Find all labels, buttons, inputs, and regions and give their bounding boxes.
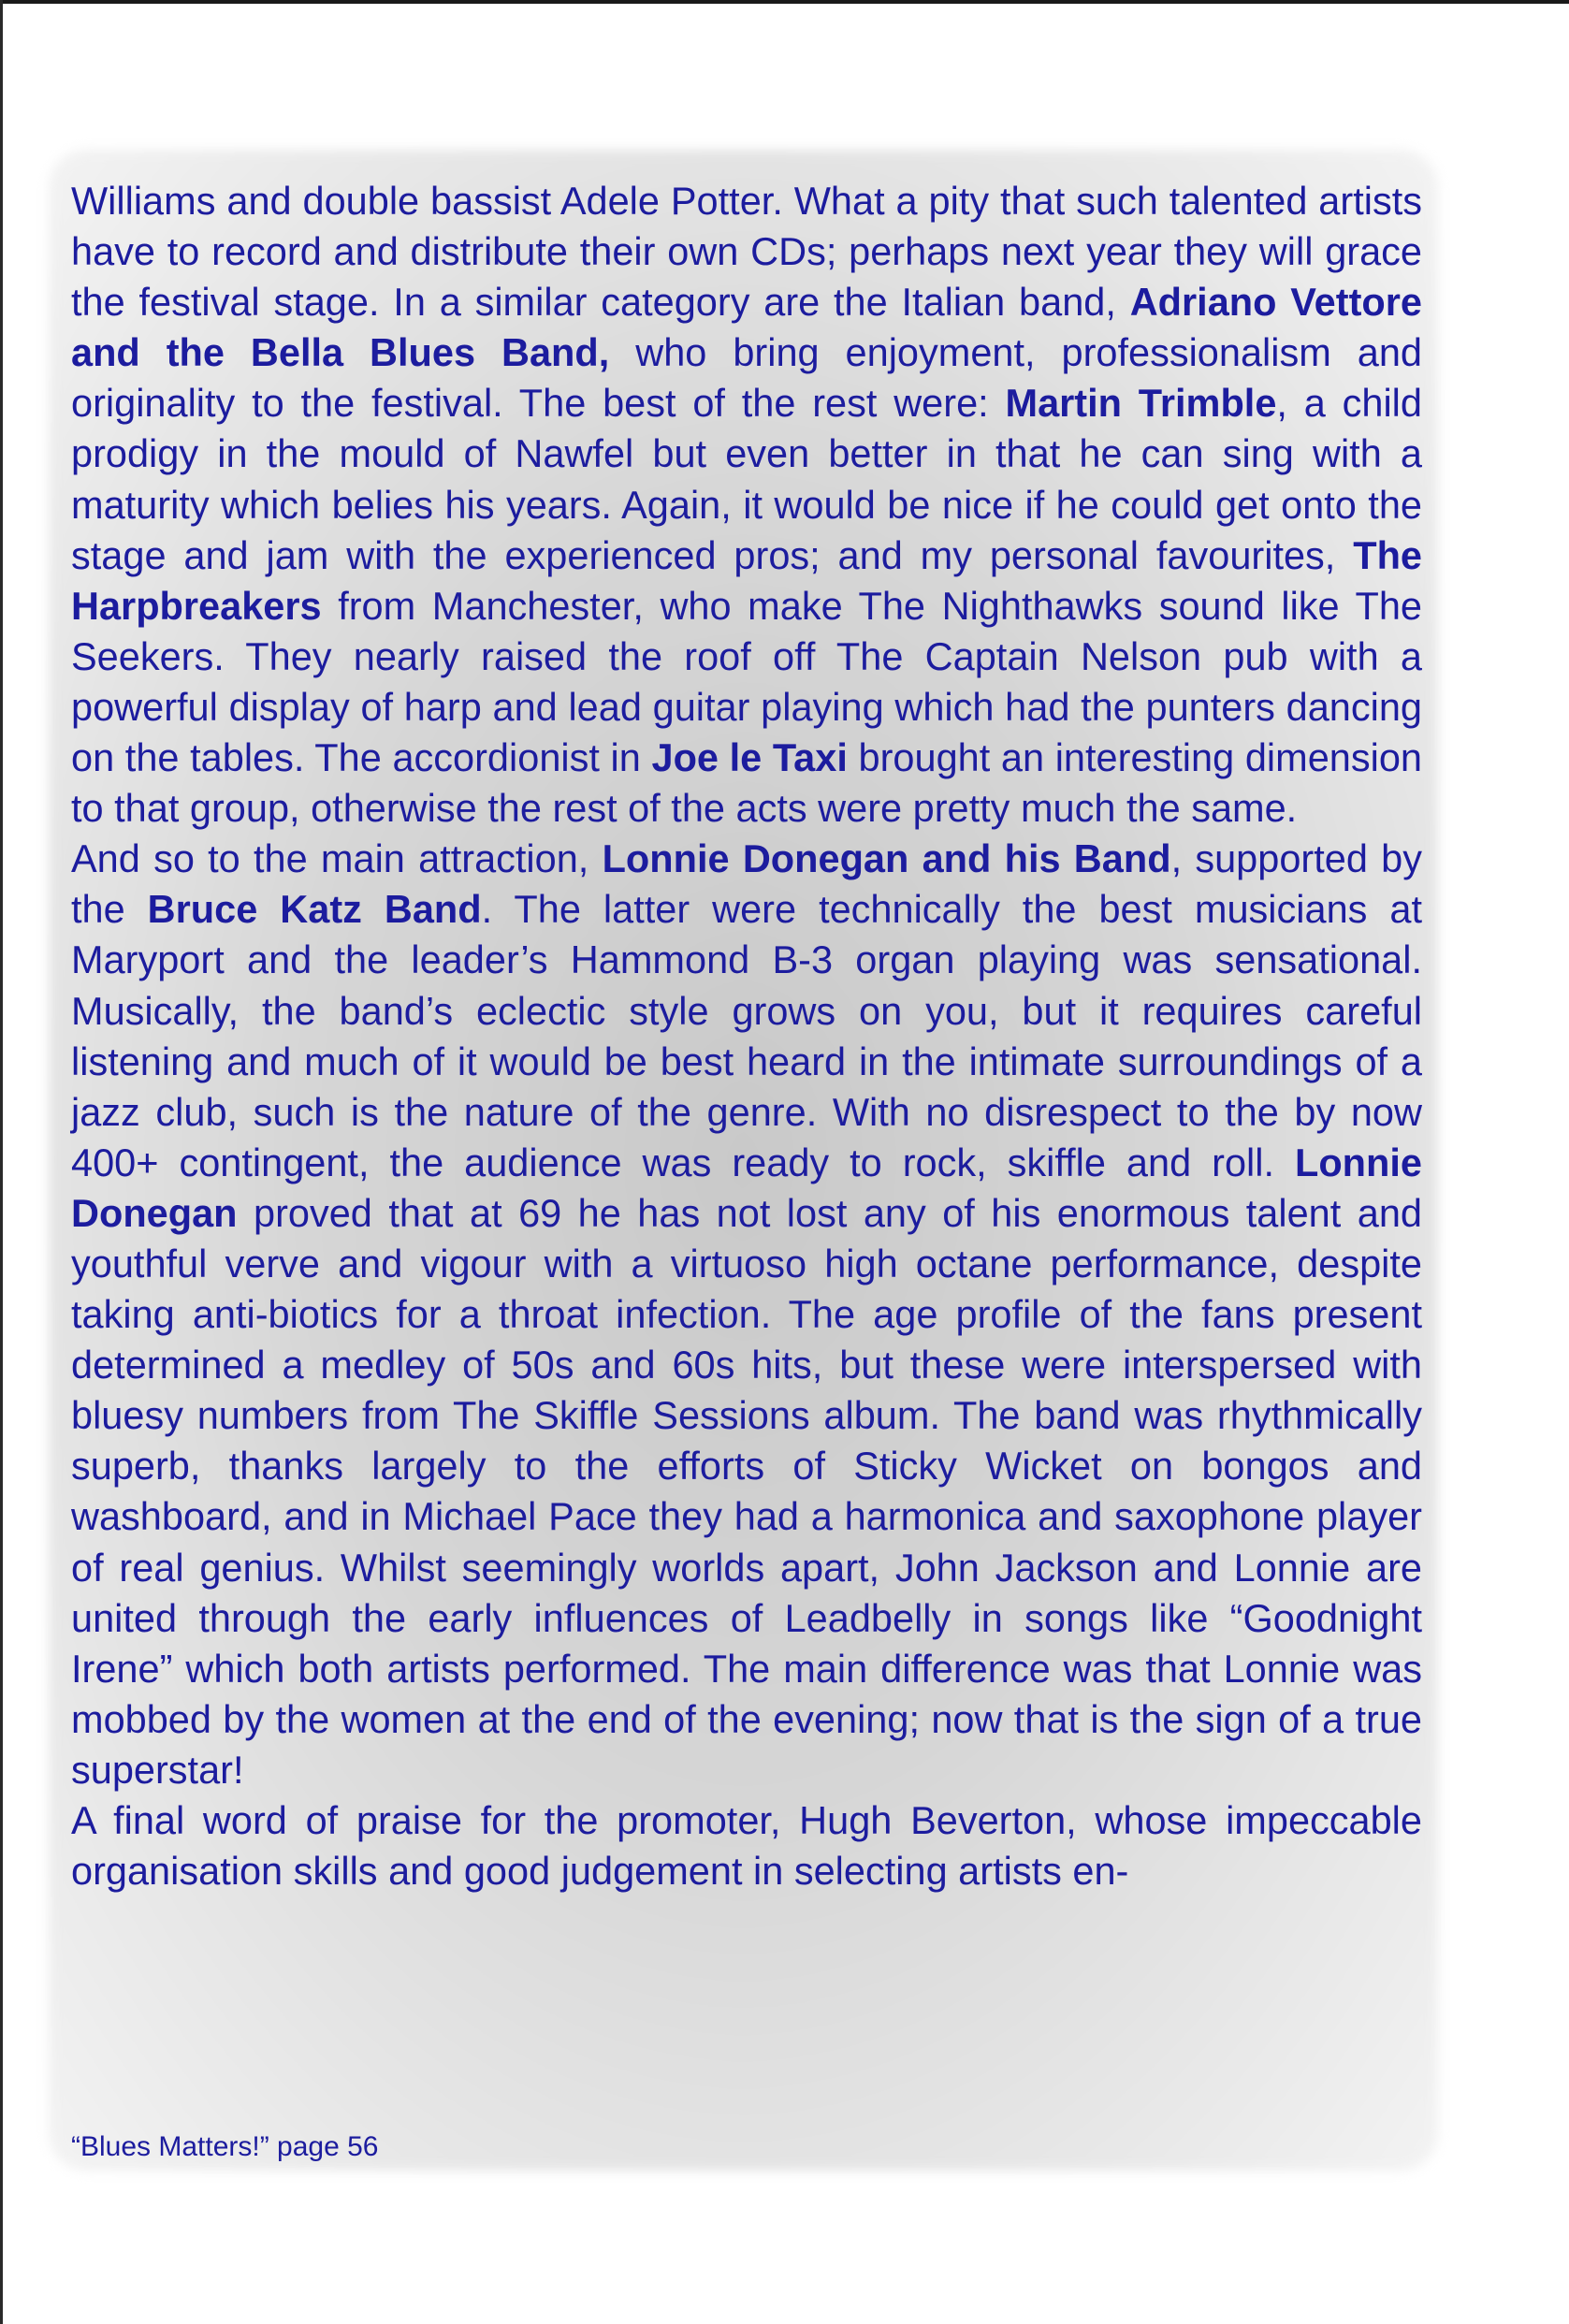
text-run: , a child prodigy in the mould of Nawfel but even better in that he can sing with a maturity which belies his years. Again, it would be nice if he could get onto the stage and jam with the experienced pros; and my personal favourites, xyxy=(71,381,1422,577)
bold-name: Martin Trimble xyxy=(1005,381,1277,426)
bold-name: Joe le Taxi xyxy=(651,735,848,780)
article-paragraph xyxy=(71,176,1422,834)
text-run: And so to the main attraction, xyxy=(71,836,603,881)
page-footer: “Blues Matters!” page 56 xyxy=(71,2131,379,2162)
text-run: brought an interesting dimension to that group, otherwise the rest of the acts were pretty much the same. xyxy=(71,735,1422,831)
text-run: Williams and double bassist Adele Potter. What a pity that such talented artists have to record and distribute their own CDs; perhaps next year they will grace the festival stage. In a similar category are the Italian band, xyxy=(71,179,1422,325)
bold-name: Lonnie Donegan and his Band xyxy=(602,836,1171,881)
text-run: . The latter were technically the best musicians at Maryport and the leader’s Hammond B-3 organ playing was sensational. Musically, the band’s eclectic style grows on you, but it requires careful listening and much of it would be best heard in the intimate surroundings of a jazz club, such is the nature of the genre. With no disrespect to the by now 400+ contingent, the audience was ready to rock, skiffle and roll. xyxy=(71,887,1422,1184)
bold-name: Bruce Katz Band xyxy=(147,887,482,932)
text-run: who bring enjoyment, professionalism and originality to the festival. The best of the rest were: xyxy=(71,330,1422,426)
bold-name: Adriano Vettore and the Bella Blues Band, xyxy=(71,280,1422,375)
page-top-edge xyxy=(0,0,1569,4)
bold-name: Lonnie Donegan xyxy=(71,1140,1422,1235)
article-body xyxy=(71,176,1422,1896)
article-paragraph xyxy=(71,1795,1422,1896)
text-run: proved that at 69 he has not lost any of his enormous talent and youthful verve and vigour with a virtuoso high octane performance, despite taking anti-biotics for a throat infection. The age profile of the fans present determined a medley of 50s and 60s hits, but these were interspersed with bluesy numbers from The Skiffle Sessions album. The band was rhythmically superb, thanks largely to the efforts of Sticky Wicket on bongos and washboard, and in Michael Pace they had a harmonica and saxophone player of real genius. Whilst seemingly worlds apart, John Jackson and Lonnie are united through the early influences of Leadbelly in songs like “Goodnight Irene” which both artists performed. The main difference was that Lonnie was mobbed by the women at the end of the evening; now that is the sign of a true superstar! xyxy=(71,1190,1422,1792)
text-run: from Manchester, who make The Nighthawks sound like The Seekers. They nearly raised the roof off The Captain Nelson pub with a powerful display of harp and lead guitar playing which had the punters dancing on the tables. The accordionist in xyxy=(71,583,1422,780)
text-run: A final word of praise for the promoter, Hugh Beverton, whose impeccable organisation skills and good judgement in selecting artists en- xyxy=(71,1798,1422,1894)
article-paragraph xyxy=(71,834,1422,1795)
text-run: , supported by the xyxy=(71,836,1422,932)
bold-name: The Harpbreakers xyxy=(71,532,1422,628)
page-left-edge xyxy=(0,0,3,2324)
